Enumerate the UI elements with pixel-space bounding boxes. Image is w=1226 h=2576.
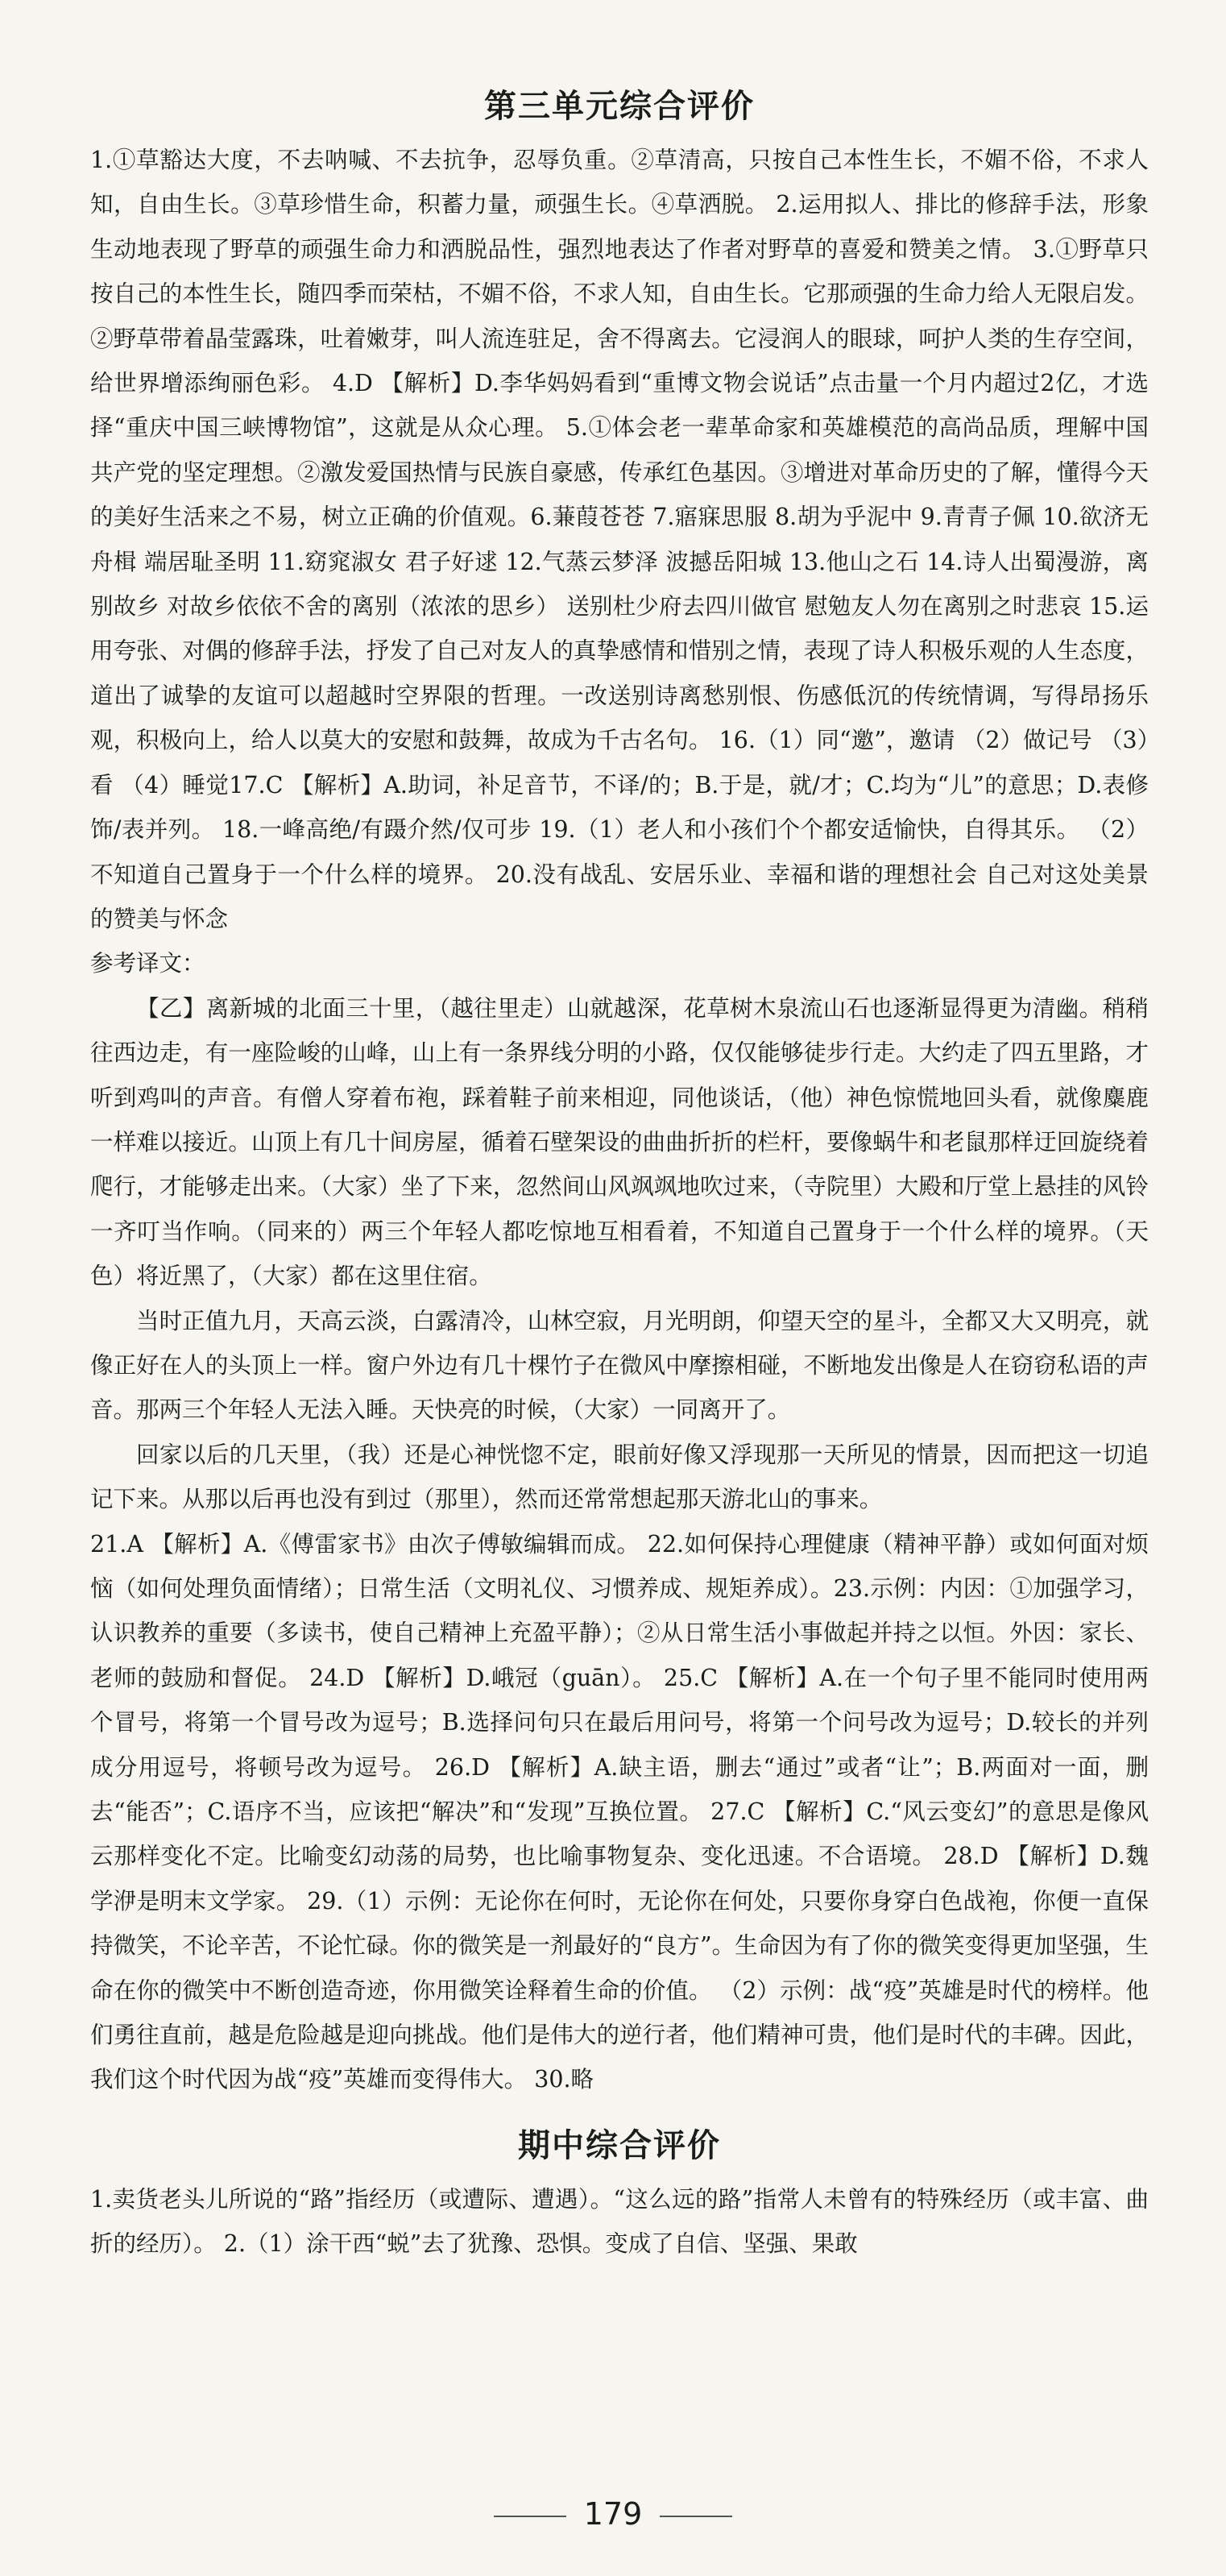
unit3-answers: 1.①草豁达大度，不去呐喊、不去抗争，忍辱负重。②草清高，只按自己本性生长，不媚不俗，不求人知，自由生长。③草珍惜生命，积蓄力量，顽强生长。④草洒脱。 2.运用拟人、排比的修辞手法，形象生动地表现了野草的顽强生命力和洒脱品性，强烈地表达了作者对野草的喜爱和赞美之情。 3.①野草只按自己的本性生长，随四季而荣枯，不媚不俗，不求人知，自由生长。它那顽强的生命力给人无限启发。②野草带着晶莹露珠，吐着嫩芽，叫人流连驻足，舍不得离去。它浸润人的眼球，呵护人类的生存空间，给世界增添绚丽色彩。 4.D 【解析】D.李华妈妈看到“重博文物会说话”点击量一个月内超过2亿，才选择“重庆中国三峡博物馆”，这就是从众心理。 5.①体会老一辈革命家和英雄模范的高尚品质，理解中国共产党的坚定理想。②激发爱国热情与民族自豪感，传承红色基因。③增进对革命历史的了解，懂得今天的美好生活来之不易，树立正确的价值观。6.蒹葭苍苍 7.寤寐思服 8.胡为乎泥中 9.青青子佩 10.欲济无舟楫 端居耻圣明 11.窈窕淑女 君子好逑 12.气蒸云梦泽 波撼岳阳城 13.他山之石 14.诗人出蜀漫游，离别故乡 对故乡依依不舍的离别（浓浓的思乡） 送别杜少府去四川做官 慰勉友人勿在离别之时悲哀 15.运用夸张、对偶的修辞手法，抒发了自己对友人的真挚感情和惜别之情，表现了诗人积极乐观的人生态度，道出了诚挚的友谊可以超越时空界限的哲理。一改送别诗离愁别恨、伤感低沉的传统情调，写得昂扬乐观，积极向上，给人以莫大的安慰和鼓舞，故成为千古名句。 16.（1）同“邀”，邀请 （2）做记号 （3）看 （4）睡觉17.C 【解析】A.助词，补足音节，不译/的；B.于是，就/才；C.均为“儿”的意思；D.表修饰/表并列。 18.一峰高绝/有蹑介然/仅可步 19.（1）老人和小孩们个个都安适愉快，自得其乐。 （2）不知道自己置身于一个什么样的境界。 20.没有战乱、安居乐业、幸福和谐的理想社会 自己对这处美景的赞美与怀念: [90, 147, 1149, 932]
midterm-answers: 1.卖货老头儿所说的“路”指经历（或遭际、遭遇）。“这么远的路”指常人未曾有的特殊经历（或丰富、曲折的经历）。 2.（1）涂干西“蜕”去了犹豫、恐惧。变成了自信、坚强、果敢: [90, 2185, 1149, 2258]
page-number: 179: [0, 2496, 1226, 2532]
translation-paragraph-1: 【乙】离新城的北面三十里，（越往里走）山就越深，花草树木泉流山石也逐渐显得更为清幽。稍稍往西边走，有一座险峻的山峰，山上有一条界线分明的小路，仅仅能够徒步行走。大约走了四五里路，才听到鸡叫的声音。有僧人穿着布袍，踩着鞋子前来相迎，同他谈话，（他）神色惊慌地回头看，就像麋鹿一样难以接近。山顶上有几十间房屋，循着石壁架设的曲曲折折的栏杆，要像蜗牛和老鼠那样迂回旋绕着爬行，才能够走出来。（大家）坐了下来，忽然间山风飒飒地吹过来，（寺院里）大殿和厅堂上悬挂的风铃一齐叮当作响。（同来的）两三个年轻人都吃惊地互相看着，不知道自己置身于一个什么样的境界。（天色）将近黑了，（大家）都在这里住宿。: [90, 994, 1149, 1290]
translation-paragraph-3: 回家以后的几天里，（我）还是心神恍惚不定，眼前好像又浮现那一天所见的情景，因而把这一切追记下来。从那以后再也没有到过（那里），然而还常常想起那天游北山的事来。: [90, 1441, 1149, 1513]
section-title-unit3: 第三单元综合评价: [484, 88, 755, 125]
reference-translation-label: 参考译文：: [90, 950, 205, 977]
translation-paragraph-2: 当时正值九月，天高云淡，白露清冷，山林空寂，月光明朗，仰望天空的星斗，全都又大又明亮，就像正好在人的头顶上一样。窗户外边有几十棵竹子在微风中摩擦相碰，不断地发出像是人在窃窃私语的声音。那两三个年轻人无法入睡。天快亮的时候，（大家）一同离开了。: [90, 1307, 1149, 1424]
unit3-answers-continued: 21.A 【解析】A.《傅雷家书》由次子傅敏编辑而成。 22.如何保持心理健康（精神平静）或如何面对烦恼（如何处理负面情绪）；日常生活（文明礼仪、习惯养成、规矩养成）。23.示例：内因：①加强学习，认识教养的重要（多读书，使自己精神上充盈平静）；②从日常生活小事做起并持之以恒。外因：家长、老师的鼓励和督促。 24.D 【解析】D.峨冠（guān）。 25.C 【解析】A.在一个句子里不能同时使用两个冒号，将第一个冒号改为逗号；B.选择问句只在最后用问号，将第一个问号改为逗号；D.较长的并列成分用逗号，将顿号改为逗号。 26.D 【解析】A.缺主语，删去“通过”或者“让”；B.两面对一面，删去“能否”；C.语序不当，应该把“解决”和“发现”互换位置。 27.C 【解析】C.“风云变幻”的意思是像风云那样变化不定。比喻变幻动荡的局势，也比喻事物复杂、变化迅速。不合语境。 28.D 【解析】D.魏学洢是明末文学家。 29.（1）示例：无论你在何时，无论你在何处，只要你身穿白色战袍，你便一直保持微笑，不论辛苦，不论忙碌。你的微笑是一剂最好的“良方”。生命因为有了你的微笑变得更加坚强，生命在你的微笑中不断创造奇迹，你用微笑诠释着生命的价值。 （2）示例：战“疫”英雄是时代的榜样。他们勇往直前，越是危险越是迎向挑战。他们是伟大的逆行者，他们精神可贵，他们是时代的丰碑。因此，我们这个时代因为战“疫”英雄而变得伟大。 30.略: [90, 1530, 1149, 2093]
section-title-midterm: 期中综合评价: [518, 2126, 721, 2164]
